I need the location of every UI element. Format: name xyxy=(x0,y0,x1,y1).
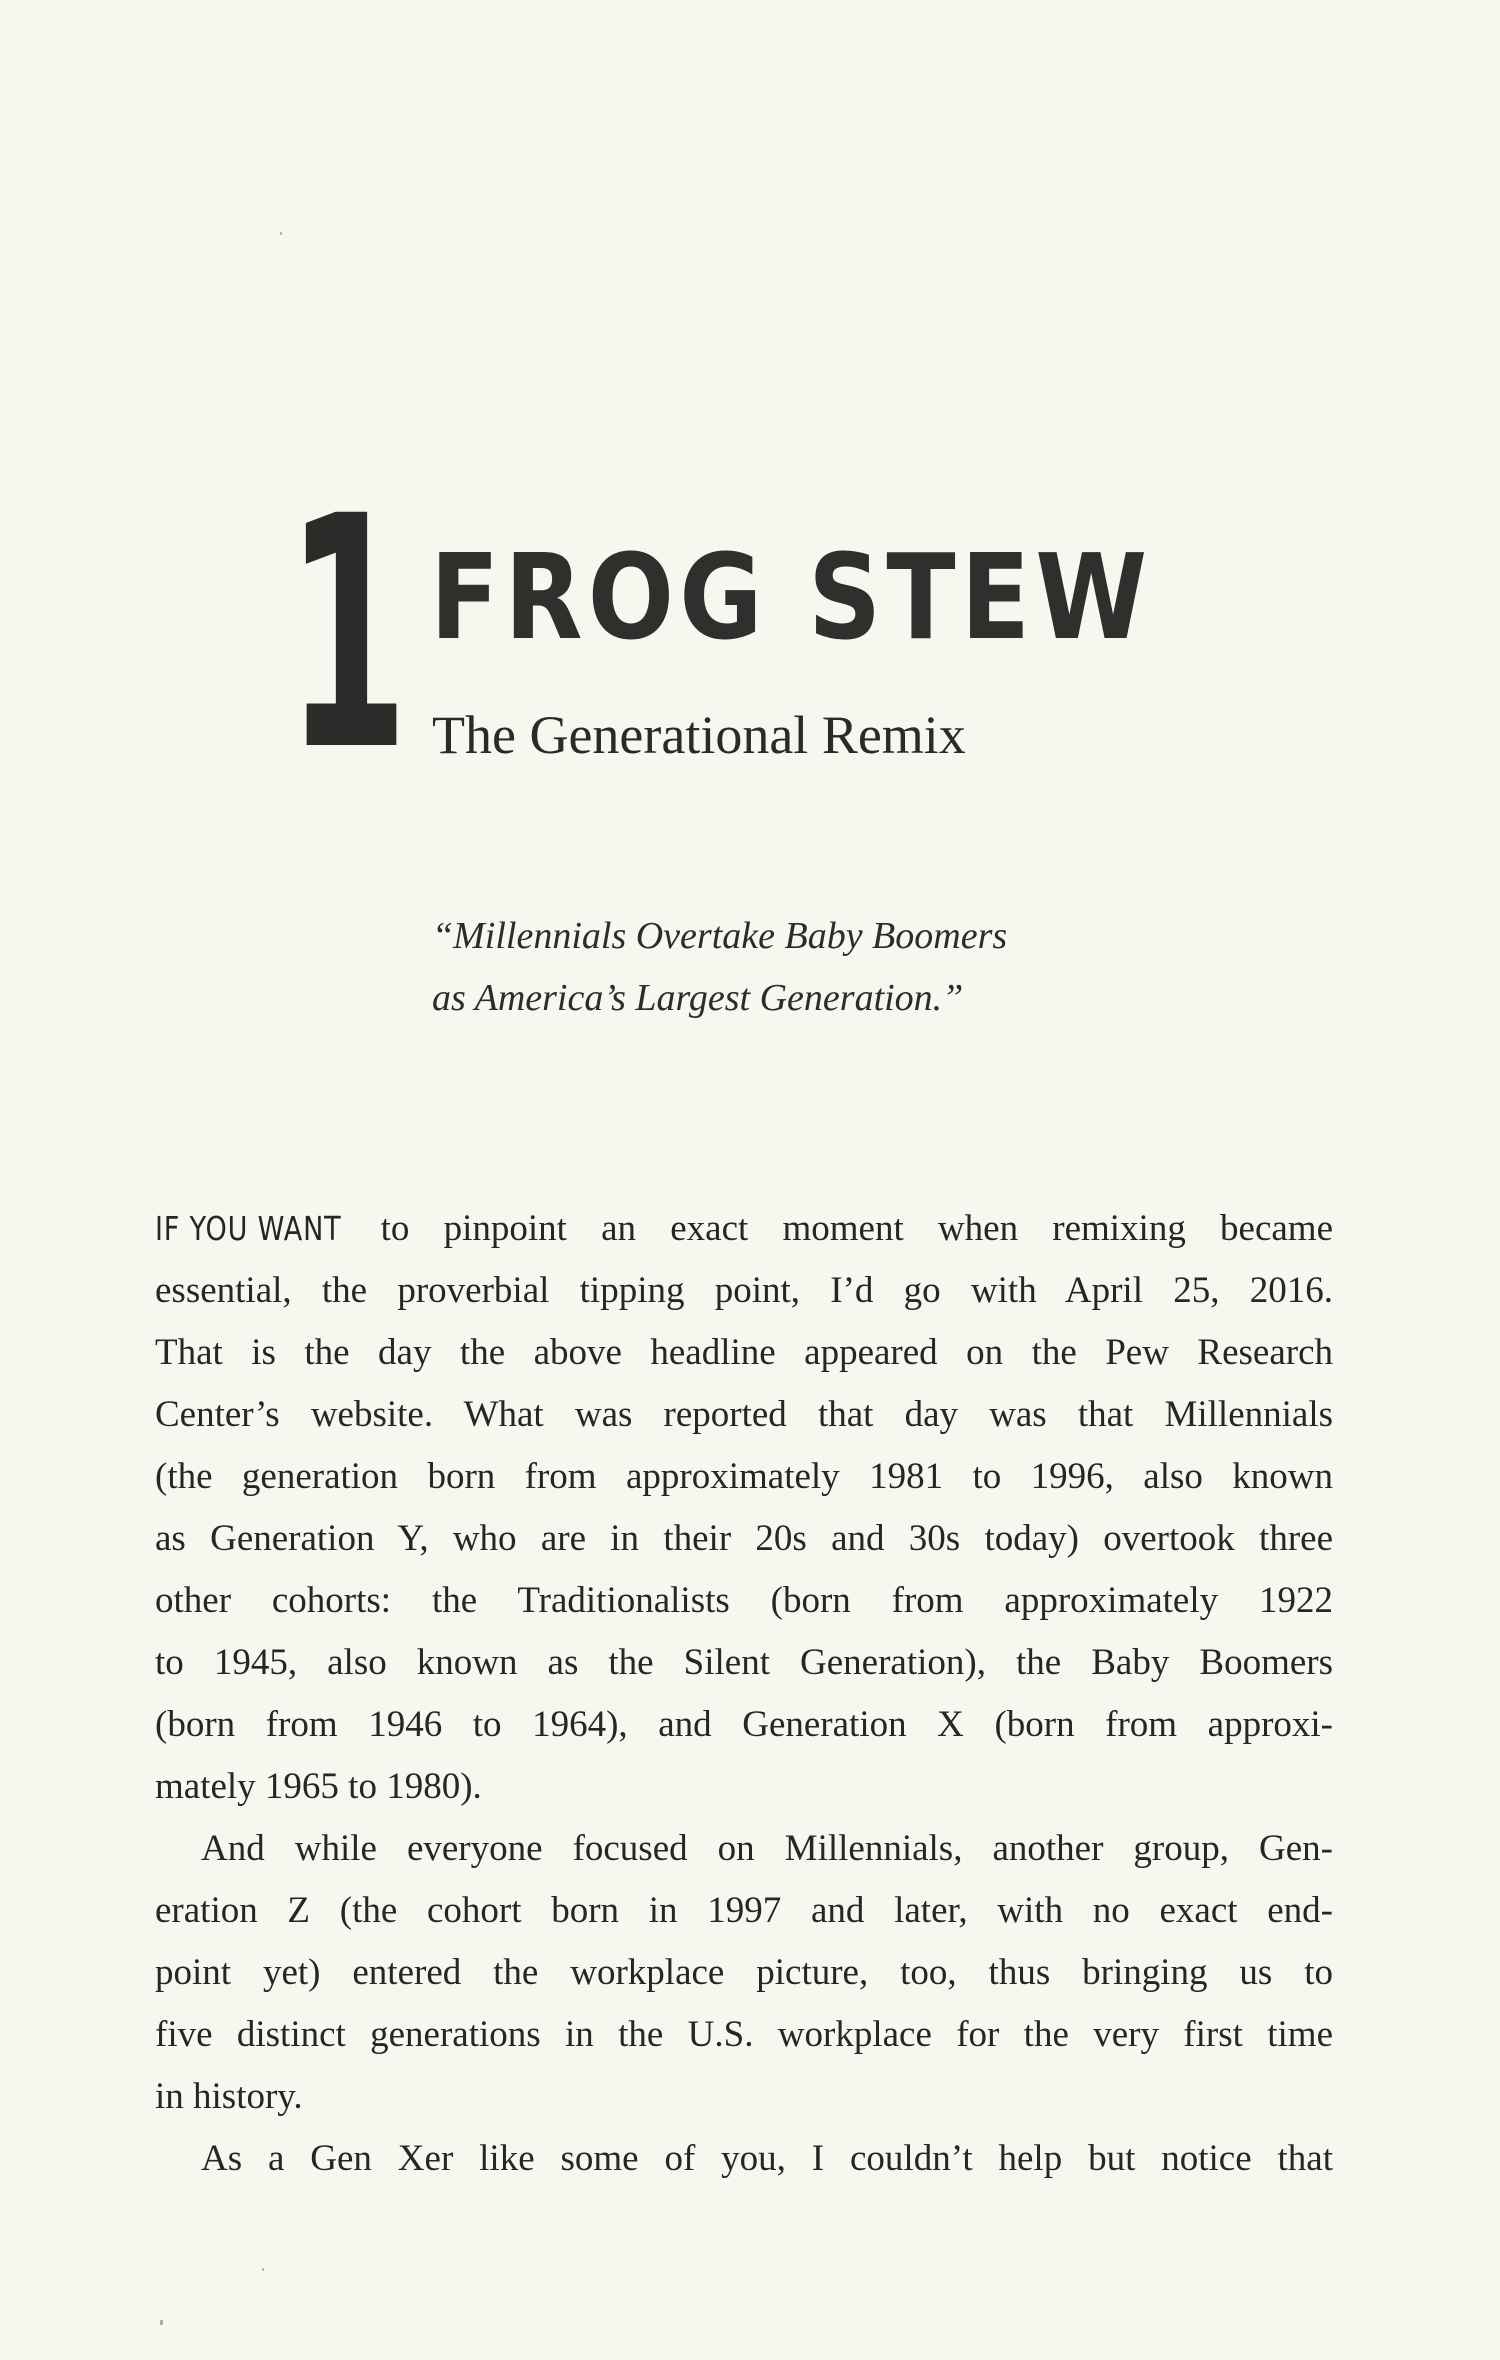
body-line-text: to pinpoint an exact moment when remixing became xyxy=(346,1208,1333,1249)
scan-speck xyxy=(262,2268,264,2271)
lead-in-smallcaps: IF YOU WANT xyxy=(155,1209,342,1248)
scan-speck xyxy=(160,2320,163,2325)
body-line: mately 1965 to 1980). xyxy=(155,1766,482,1807)
chapter-subtitle: The Generational Remix xyxy=(432,705,966,765)
body-line: as Generation Y, who are in their 20s and 30s today) overtook three xyxy=(155,1518,1333,1559)
scan-speck xyxy=(280,232,282,235)
body-line: eration Z (the cohort born in 1997 and later, with no exact end- xyxy=(155,1890,1333,1931)
chapter-number: 1 xyxy=(286,449,407,821)
body-line: in history. xyxy=(155,2076,303,2117)
body-line: to 1945, also known as the Silent Generation), the Baby Boomers xyxy=(155,1642,1333,1683)
epigraph-line: “Millennials Overtake Baby Boomers xyxy=(432,915,1008,957)
epigraph xyxy=(432,905,1132,1029)
body-line: essential, the proverbial tipping point, I’d go with April 25, 2016. xyxy=(155,1270,1333,1311)
body-line: other cohorts: the Traditionalists (born from approximately 1922 xyxy=(155,1580,1333,1621)
chapter-title: FROG STEW xyxy=(430,528,1153,666)
body-line: As a Gen Xer like some of you, I couldn’t help but notice that xyxy=(201,2138,1333,2179)
body-line: (born from 1946 to 1964), and Generation X (born from approxi- xyxy=(155,1704,1333,1745)
body-line: five distinct generations in the U.S. workplace for the very first time xyxy=(155,2014,1333,2055)
body-line xyxy=(155,1198,1333,1260)
body-line: (the generation born from approximately 1981 to 1996, also known xyxy=(155,1456,1333,1497)
body-line: Center’s website. What was reported that day was that Millennials xyxy=(155,1394,1333,1435)
body-line: And while everyone focused on Millennials, another group, Gen- xyxy=(201,1828,1333,1869)
body-text xyxy=(155,1198,1333,2190)
body-line: point yet) entered the workplace picture, too, thus bringing us to xyxy=(155,1952,1333,1993)
body-line: That is the day the above headline appeared on the Pew Research xyxy=(155,1332,1333,1373)
epigraph-line: as America’s Largest Generation.” xyxy=(432,977,964,1019)
